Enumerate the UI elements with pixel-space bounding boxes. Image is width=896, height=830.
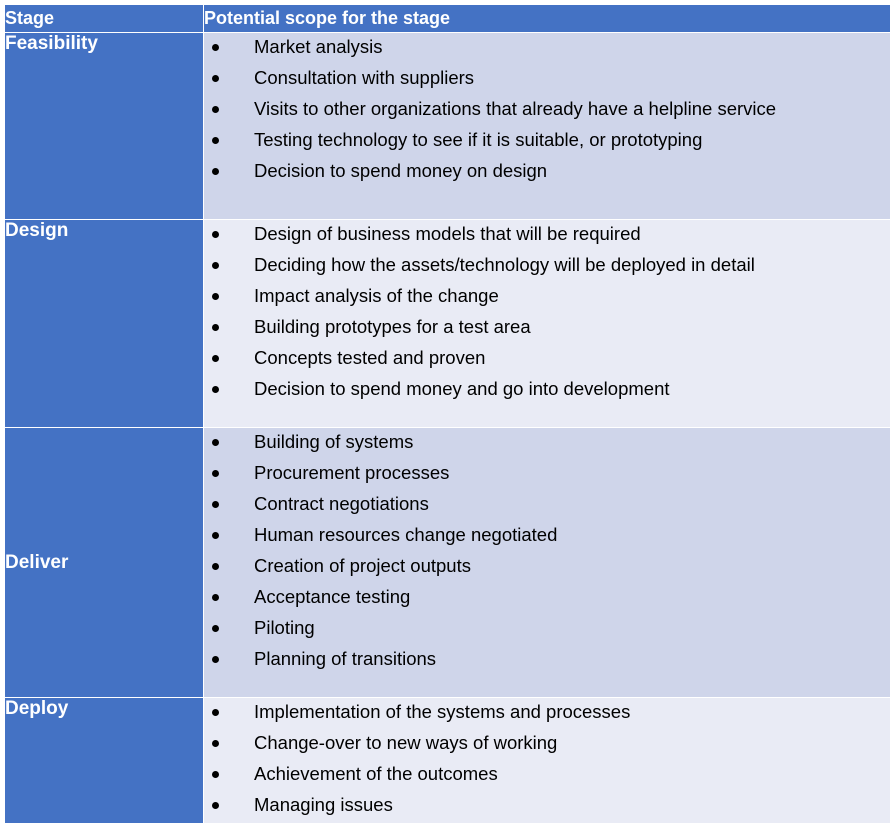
bullet-icon — [212, 532, 219, 539]
list-item: Decision to spend money and go into development — [204, 375, 890, 406]
bullet-icon — [212, 355, 219, 362]
stage-scope-table — [4, 4, 891, 824]
stage-cell: Deploy — [5, 698, 204, 824]
list-item: Acceptance testing — [204, 583, 890, 614]
header-row — [5, 5, 891, 33]
list-item: Visits to other organizations that already have a helpline service — [204, 95, 890, 126]
list-item: Consultation with suppliers — [204, 64, 890, 95]
list-item: Design of business models that will be required — [204, 220, 890, 251]
list-item: Contract negotiations — [204, 490, 890, 521]
list-item: Building prototypes for a test area — [204, 313, 890, 344]
bullet-icon — [212, 324, 219, 331]
list-item: Change-over to new ways of working — [204, 729, 890, 760]
list-item: Impact analysis of the change — [204, 282, 890, 313]
bullet-icon — [212, 656, 219, 663]
table-row — [5, 428, 891, 698]
scope-list — [204, 698, 890, 822]
list-item: Concepts tested and proven — [204, 344, 890, 375]
bullet-icon — [212, 802, 219, 809]
table-row — [5, 698, 891, 824]
table-row — [5, 33, 891, 220]
list-item: Planning of transitions — [204, 645, 890, 676]
stage-cell: Deliver — [5, 428, 204, 698]
bullet-icon — [212, 262, 219, 269]
list-item: Managing issues — [204, 791, 890, 822]
scope-list — [204, 428, 890, 676]
bullet-icon — [212, 386, 219, 393]
scope-cell — [204, 220, 891, 428]
scope-cell — [204, 698, 891, 824]
bullet-icon — [212, 106, 219, 113]
stage-column-header: Stage — [5, 5, 204, 33]
list-item: Procurement processes — [204, 459, 890, 490]
bullet-icon — [212, 75, 219, 82]
stage-cell: Design — [5, 220, 204, 428]
bullet-icon — [212, 231, 219, 238]
scope-list — [204, 220, 890, 406]
bullet-icon — [212, 168, 219, 175]
bullet-icon — [212, 740, 219, 747]
list-item: Human resources change negotiated — [204, 521, 890, 552]
bullet-icon — [212, 625, 219, 632]
stage-cell: Feasibility — [5, 33, 204, 220]
list-item: Building of systems — [204, 428, 890, 459]
bullet-icon — [212, 470, 219, 477]
list-item: Deciding how the assets/technology will be deployed in detail — [204, 251, 890, 282]
bullet-icon — [212, 709, 219, 716]
bullet-icon — [212, 137, 219, 144]
bullet-icon — [212, 771, 219, 778]
bullet-icon — [212, 44, 219, 51]
scope-cell — [204, 33, 891, 220]
bullet-icon — [212, 439, 219, 446]
list-item: Creation of project outputs — [204, 552, 890, 583]
list-item: Testing technology to see if it is suitable, or prototyping — [204, 126, 890, 157]
list-item: Implementation of the systems and processes — [204, 698, 890, 729]
scope-column-header: Potential scope for the stage — [204, 5, 891, 33]
bullet-icon — [212, 563, 219, 570]
list-item: Market analysis — [204, 33, 890, 64]
list-item: Achievement of the outcomes — [204, 760, 890, 791]
list-item: Piloting — [204, 614, 890, 645]
bullet-icon — [212, 293, 219, 300]
table-row — [5, 220, 891, 428]
list-item: Decision to spend money on design — [204, 157, 890, 188]
bullet-icon — [212, 594, 219, 601]
scope-list — [204, 33, 890, 188]
bullet-icon — [212, 501, 219, 508]
scope-cell — [204, 428, 891, 698]
